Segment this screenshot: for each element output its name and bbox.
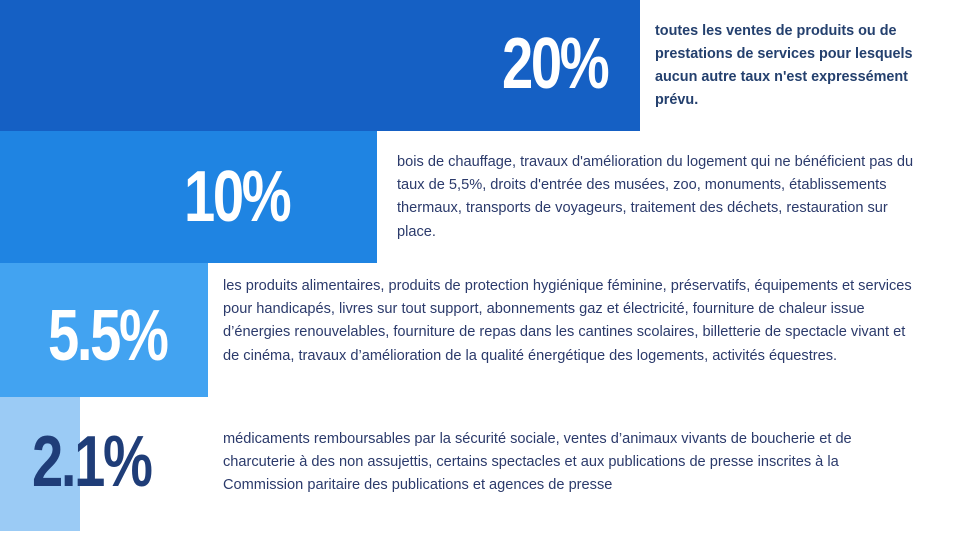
rate-value-5-5: 5.5% <box>48 296 167 376</box>
rate-description-20: toutes les ventes de produits ou de prestations de services pour lesquels aucun autre taux n'est expressément prévu. <box>655 23 913 108</box>
rate-description-2-1: médicaments remboursables par la sécurité sociale, ventes d’animaux vivants de boucherie et de charcuterie à des non assujettis, certains spectacles et aux publications de presse inscrites à la Commission paritaire des publications et agences de presse <box>223 431 852 494</box>
rate-description-10: bois de chauffage, travaux d'amélioration du logement qui ne bénéficient pas du taux de 5,5%, droits d'entrée des musées, zoo, monuments, établissements thermaux, transports de voyageurs, traitement des déchets, restauration sur place. <box>397 154 914 240</box>
rate-description-5-5: les produits alimentaires, produits de protection hygiénique féminine, préservatifs, équipements et services pour handicapés, livres sur tout support, abonnements gaz et électricité, fourniture de chaleur issue d’énergies renouvelables, fourniture de repas dans les cantines scolaires, billetterie de spectacle vivant et de cinéma, travaux d’amélioration de la qualité énergétique des logements, activités équestres. <box>223 278 912 364</box>
rate-value-10: 10% <box>184 157 290 237</box>
rate-value-20: 20% <box>502 24 608 104</box>
rate-value-2-1: 2.1% <box>32 422 151 502</box>
